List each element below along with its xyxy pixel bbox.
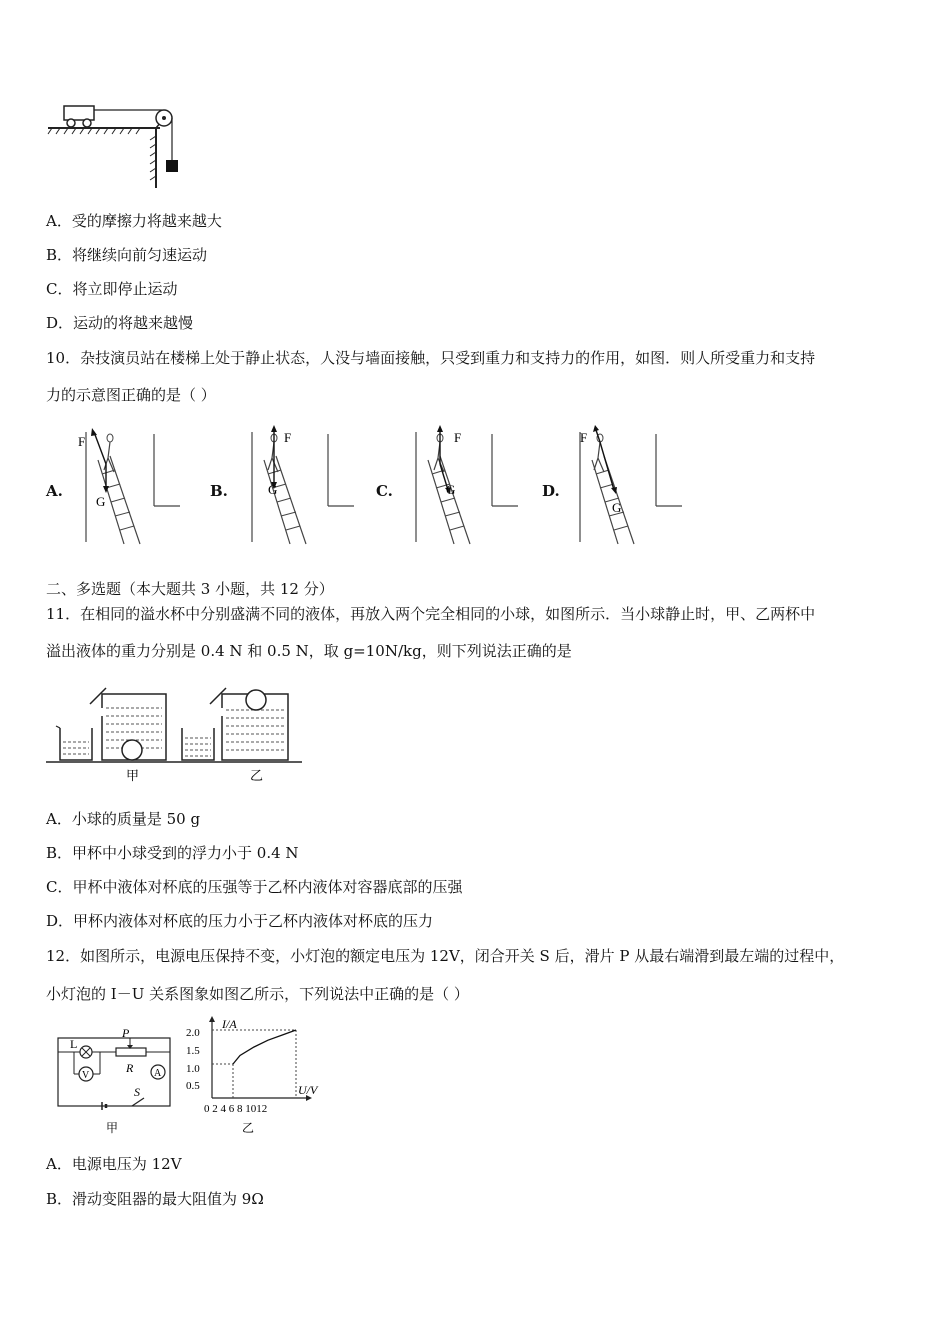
q11-stem-line1: 11．在相同的溢水杯中分别盛满不同的液体，再放入两个完全相同的小球，如图所示．当小球静止时，甲、乙两杯中 [46, 605, 816, 623]
circuit-label-s: S [134, 1085, 140, 1099]
q9-option-d: D．运动的将越来越慢 [46, 314, 194, 332]
circuit-label-v: V [82, 1070, 90, 1081]
q12-option-b: B．滑动变阻器的最大阻值为 9Ω [46, 1190, 264, 1208]
x-tick-labels: 0 2 4 6 8 1012 [204, 1103, 268, 1115]
q11-option-d: D．甲杯内液体对杯底的压力小于乙杯内液体对杯底的压力 [46, 912, 434, 930]
y-tick-label: 1.5 [186, 1045, 200, 1057]
y-tick-label: 1.0 [186, 1063, 200, 1075]
circuit-diagram [50, 1024, 180, 1138]
y-axis-label: I/A [222, 1017, 237, 1031]
force-label-g: G [268, 482, 278, 497]
y-tick-label: 0.5 [186, 1080, 200, 1092]
q10-option-b-figure [244, 424, 354, 548]
q9-option-a: A．受的摩擦力将越来越大 [46, 212, 222, 230]
force-label-g: G [612, 500, 622, 515]
q10-option-c-figure [408, 424, 518, 548]
force-label-f: F [580, 430, 588, 445]
q12-stem-line2: 小灯泡的 I－U 关系图象如图乙所示，下列说法中正确的是（ ） [46, 985, 469, 1003]
q11-option-c: C．甲杯中液体对杯底的压强等于乙杯内液体对容器底部的压强 [46, 878, 463, 896]
x-axis-label: U/V [298, 1083, 318, 1097]
q10-option-a-figure [70, 424, 180, 548]
q9-option-b: B．将继续向前匀速运动 [46, 246, 208, 264]
q10-option-c-label: C. [376, 482, 393, 500]
q9-option-c: C．将立即停止运动 [46, 280, 178, 298]
q10-stem-line1: 10．杂技演员站在楼梯上处于静止状态，人没与墙面接触，只受到重力和支持力的作用，如图．则人所受重力和支持 [46, 349, 816, 367]
force-label-f: F [284, 430, 292, 445]
circuit-label-l: L [70, 1037, 78, 1051]
section-2-title: 二、多选题（本大题共 3 小题，共 12 分） [46, 580, 334, 598]
q10-option-d-label: D. [542, 482, 560, 500]
iu-curve [233, 1030, 296, 1064]
q11-option-b: B．甲杯中小球受到的浮力小于 0.4 N [46, 844, 299, 862]
force-label-g: G [446, 482, 456, 497]
iu-graph [184, 1016, 334, 1138]
label-jia: 甲 [126, 768, 140, 783]
force-label-g: G [96, 494, 106, 509]
q10-option-d-figure [572, 424, 682, 548]
overflow-cups-figure [46, 670, 306, 788]
circuit-label-r: R [126, 1061, 134, 1075]
circuit-label-a: A [154, 1068, 162, 1079]
label-yi: 乙 [250, 768, 264, 783]
circuit-label-p: P [122, 1026, 130, 1040]
y-tick-label: 2.0 [186, 1027, 200, 1039]
q10-option-a-label: A. [46, 482, 63, 500]
q10-stem-line2: 力的示意图正确的是（ ） [46, 386, 216, 404]
q11-option-a: A．小球的质量是 50 g [46, 810, 201, 828]
circuit-caption: 甲 [106, 1121, 119, 1135]
graph-caption: 乙 [242, 1121, 255, 1135]
force-label-f: F [78, 434, 86, 449]
q10-option-b-label: B. [210, 482, 228, 500]
force-label-f: F [454, 430, 462, 445]
q11-stem-line2: 溢出液体的重力分别是 0.4 N 和 0.5 N，取 g=10N/kg，则下列说法正确的是 [46, 642, 572, 660]
q12-stem-line1: 12．如图所示，电源电压保持不变，小灯泡的额定电压为 12V，闭合开关 S 后，滑片 P 从最右端滑到最左端的过程中， [46, 947, 845, 965]
q12-option-a: A．电源电压为 12V [46, 1155, 182, 1173]
cart-pulley-figure [44, 96, 194, 192]
